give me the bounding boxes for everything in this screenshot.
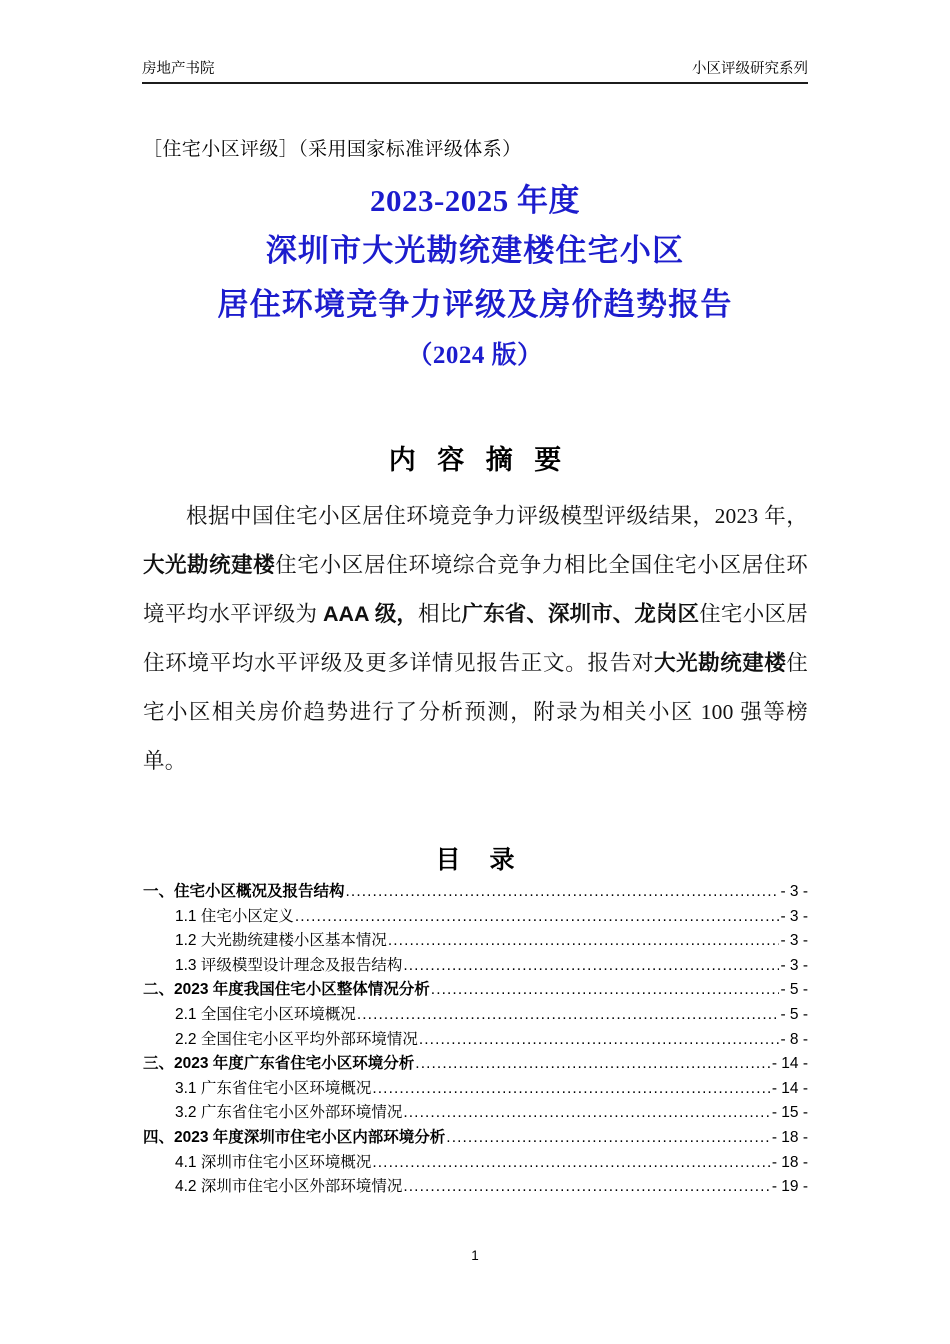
toc-entry[interactable] [143, 978, 808, 1003]
abstract-emphasis: 广东省、深圳市、龙岗区 [461, 602, 700, 626]
toc-entry-label: 3.2 广东省住宅小区外部环境情况 [175, 1104, 403, 1122]
toc-dot-leader [357, 1003, 780, 1028]
toc-dot-leader [403, 1175, 770, 1200]
toc-entry-label: 1.1 住宅小区定义 [175, 907, 294, 925]
toc-dot-leader [419, 1028, 780, 1053]
toc-entry[interactable] [143, 1003, 808, 1028]
toc-entry-label: 4.2 深圳市住宅小区外部环境情况 [175, 1178, 403, 1196]
page-number: 1 [471, 1248, 479, 1263]
abstract-text: 根据中国住宅小区居住环境竞争力评级模型评级结果，2023 年， [186, 504, 808, 528]
toc-dot-leader [431, 978, 780, 1003]
abstract-text: 住宅小区相关房价趋势进行了分析预测，附录为相关小区 100 强等榜单。 [143, 651, 808, 773]
toc-entry-page: - 8 - [780, 1030, 808, 1048]
toc-entry-page: - 5 - [780, 981, 808, 999]
toc-entry-page: - 14 - [771, 1079, 808, 1097]
abstract-heading: 内 容 摘 要 [388, 445, 569, 475]
toc-dot-leader [446, 1126, 771, 1151]
toc-entry[interactable] [143, 1126, 808, 1151]
toc-entry-label: 一、住宅小区概况及报告结构 [143, 883, 345, 900]
toc-entry[interactable] [143, 1175, 808, 1200]
toc-entry-page: - 18 - [771, 1153, 808, 1171]
toc-entry-page: - 3 - [780, 956, 808, 974]
title-version: （2024 版） [407, 342, 543, 369]
title-main-line-2: 居住环境竞争力评级及房价趋势报告 [217, 287, 733, 322]
running-header [142, 62, 808, 84]
toc-entry[interactable] [143, 1151, 808, 1176]
title-year: 2023-2025 年度 [369, 183, 581, 218]
toc-entry[interactable] [143, 1028, 808, 1053]
toc-list [143, 880, 808, 1200]
abstract-emphasis: 大光勘统建楼 [143, 553, 276, 577]
toc-entry[interactable] [143, 1052, 808, 1077]
toc-entry-page: - 5 - [780, 1005, 808, 1023]
abstract-emphasis: AAA 级， [323, 602, 419, 626]
toc-entry-label: 4.1 深圳市住宅小区环境概况 [175, 1153, 372, 1171]
toc-heading: 目 录 [435, 846, 526, 874]
toc-entry-label: 3.1 广东省住宅小区环境概况 [175, 1079, 372, 1097]
toc-dot-leader [403, 954, 779, 979]
toc-entry-label: 四、2023 年度深圳市住宅小区内部环境分析 [143, 1128, 446, 1146]
toc-dot-leader [372, 1077, 770, 1102]
toc-dot-leader [388, 929, 780, 954]
toc-dot-leader [372, 1151, 770, 1176]
toc-entry-page: - 14 - [771, 1055, 808, 1073]
toc-entry-page: - 3 - [780, 932, 808, 950]
title-main-line-1: 深圳市大光勘统建楼住宅小区 [265, 233, 685, 268]
toc-entry[interactable] [143, 1101, 808, 1126]
toc-entry[interactable] [143, 905, 808, 930]
abstract-emphasis: 大光勘统建楼 [654, 651, 787, 675]
toc-entry-label: 1.3 评级模型设计理念及报告结构 [175, 956, 403, 974]
toc-entry-page: - 3 - [780, 907, 808, 925]
toc-entry[interactable] [143, 880, 808, 905]
title-block [0, 178, 950, 380]
toc-entry-label: 三、2023 年度广东省住宅小区环境分析 [143, 1055, 415, 1073]
toc-entry-page: - 15 - [771, 1104, 808, 1122]
abstract-text: 住宅小区居住环境综合竞争力相比全国住宅小区居住环境平均水平评级为 [143, 553, 808, 626]
toc-entry-label: 2.1 全国住宅小区环境概况 [175, 1005, 356, 1023]
toc-dot-leader [346, 880, 780, 905]
toc-entry[interactable] [143, 954, 808, 979]
toc-entry-label: 2.2 全国住宅小区平均外部环境情况 [175, 1030, 418, 1048]
toc-entry-label: 1.2 大光勘统建楼小区基本情况 [175, 932, 387, 950]
toc-dot-leader [403, 1101, 770, 1126]
toc-entry-label: 二、2023 年度我国住宅小区整体情况分析 [143, 981, 430, 999]
abstract-body [143, 492, 808, 786]
toc-entry-page: - 19 - [771, 1178, 808, 1196]
header-left-text: 房地产书院 [142, 61, 215, 77]
abstract-text: 住宅小区居住环境平均水平评级及更多详情见报告正文。报告对 [143, 602, 808, 675]
toc-entry-page: - 18 - [771, 1128, 808, 1146]
toc-entry[interactable] [143, 929, 808, 954]
toc-dot-leader [415, 1052, 771, 1077]
abstract-text: 相比 [418, 602, 462, 626]
header-right-text: 小区评级研究系列 [692, 61, 808, 77]
toc-entry-page: - 3 - [780, 883, 808, 900]
report-category-line: ［住宅小区评级］（采用国家标准评级体系） [143, 139, 522, 160]
toc-dot-leader [295, 905, 780, 930]
toc-entry[interactable] [143, 1077, 808, 1102]
